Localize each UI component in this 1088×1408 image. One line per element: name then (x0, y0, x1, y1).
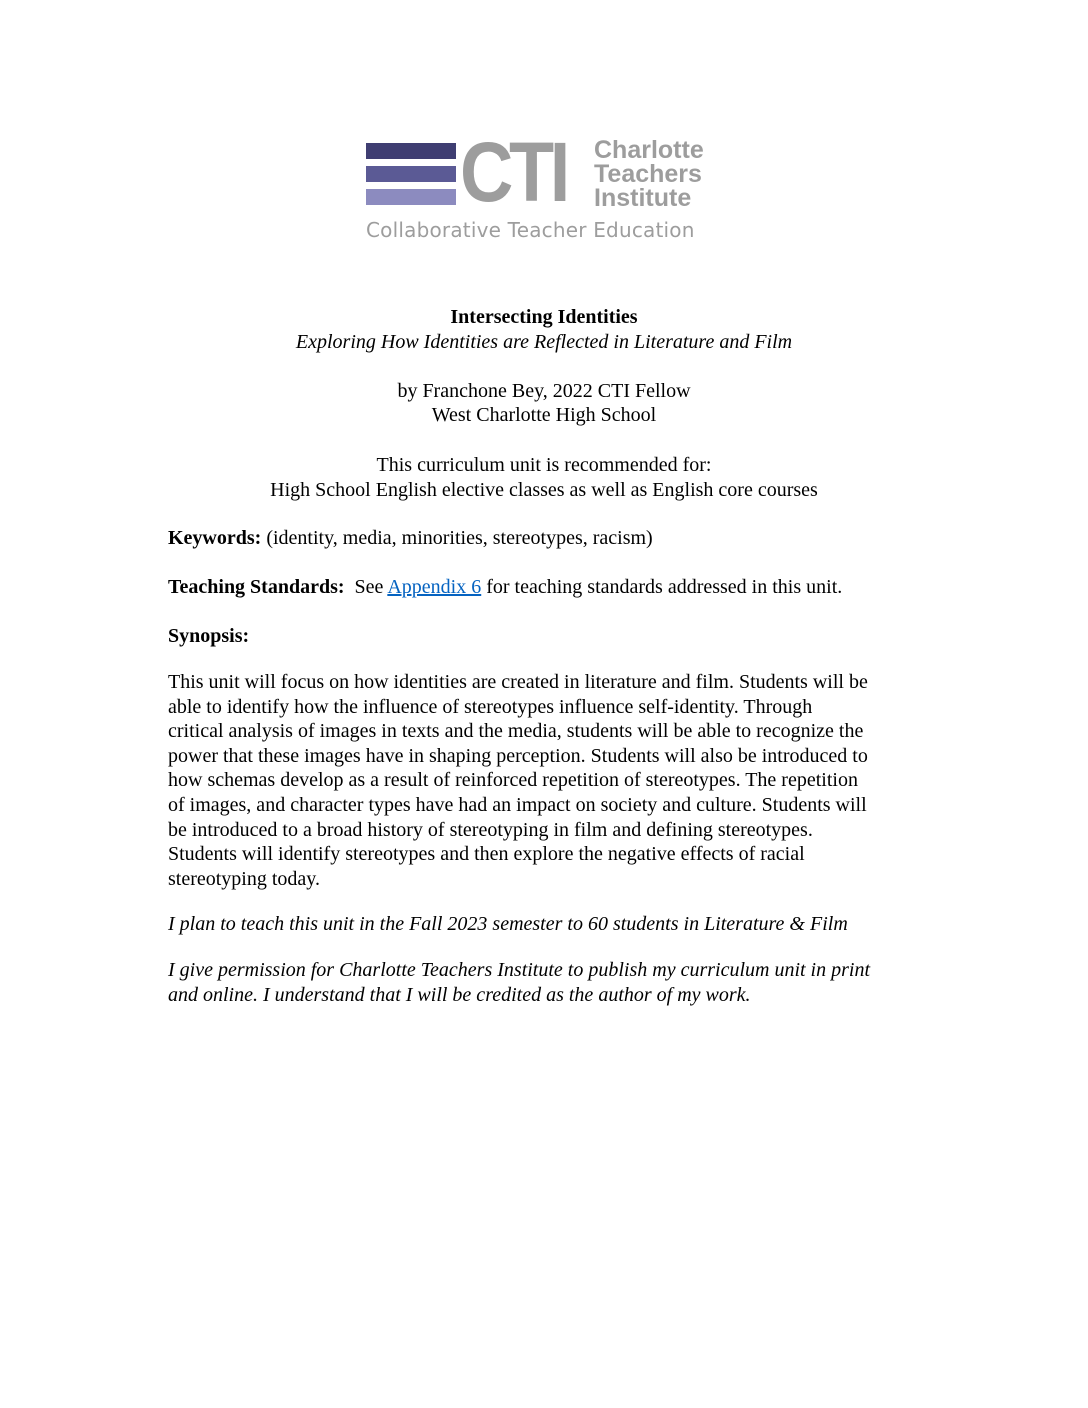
permission-line: I give permission for Charlotte Teachers Institute to publish my curriculum unit in print (168, 959, 871, 981)
standards-text-after: for teaching standards addressed in this unit. (481, 576, 843, 598)
unit-title: Intersecting Identities (450, 306, 638, 328)
synopsis-paragraph (168, 670, 928, 891)
standards-text-before: See (344, 576, 388, 598)
logo-name-line: Institute (594, 184, 692, 212)
appendix-6-link[interactable]: Appendix 6 (387, 576, 482, 598)
teaching-standards-line (168, 575, 928, 600)
keywords-value: (identity, media, minorities, stereotypes, racism) (261, 527, 653, 549)
synopsis-line: able to identify how the influence of stereotypes influence self-identity. Through (168, 695, 813, 718)
synopsis-line: of images, and character types have had an impact on society and culture. Students will (168, 793, 867, 816)
synopsis-line: stereotyping today. (168, 867, 321, 890)
keywords-label: Keywords: (168, 527, 262, 549)
recommended-label: This curriculum unit is recommended for: (376, 454, 712, 476)
cti-logo (366, 125, 718, 246)
logo-name-line: Teachers (594, 160, 702, 188)
standards-label: Teaching Standards: (168, 576, 345, 598)
logo-bar-3 (366, 189, 456, 205)
keywords-line (168, 526, 928, 551)
synopsis-heading: Synopsis: (168, 625, 250, 647)
author-school: West Charlotte High School (431, 404, 657, 426)
teaching-plan-statement: I plan to teach this unit in the Fall 2023 semester to 60 students in Literature & Film (168, 913, 848, 935)
logo-cti-letters: CTI (460, 125, 566, 219)
logo-bar-2 (366, 166, 456, 182)
synopsis-line: power that these images have in shaping perception. Students will also be introduced to (168, 744, 868, 767)
logo-bar-1 (366, 143, 456, 159)
synopsis-line: be introduced to a broad history of stereotyping in film and defining stereotypes. (168, 818, 813, 841)
unit-subtitle: Exploring How Identities are Reflected in Literature and Film (295, 331, 793, 353)
author-byline: by Franchone Bey, 2022 CTI Fellow (397, 380, 691, 402)
synopsis-line: critical analysis of images in texts and the media, students will be able to recognize the (168, 720, 864, 743)
synopsis-line: Students will identify stereotypes and then explore the negative effects of racial (168, 843, 805, 866)
recommended-audience: High School English elective classes as well as English core courses (270, 479, 818, 501)
synopsis-line: This unit will focus on how identities are created in literature and film. Students will be (168, 671, 868, 693)
synopsis-line: how schemas develop as a result of reinforced repetition of stereotypes. The repetition (168, 769, 858, 792)
logo-institute-name (594, 138, 704, 210)
logo-tagline: Collaborative Teacher Education (366, 218, 695, 242)
permission-statement (168, 958, 928, 1007)
logo-name-line: Charlotte (594, 136, 704, 164)
permission-line: and online. I understand that I will be credited as the author of my work. (168, 983, 751, 1006)
